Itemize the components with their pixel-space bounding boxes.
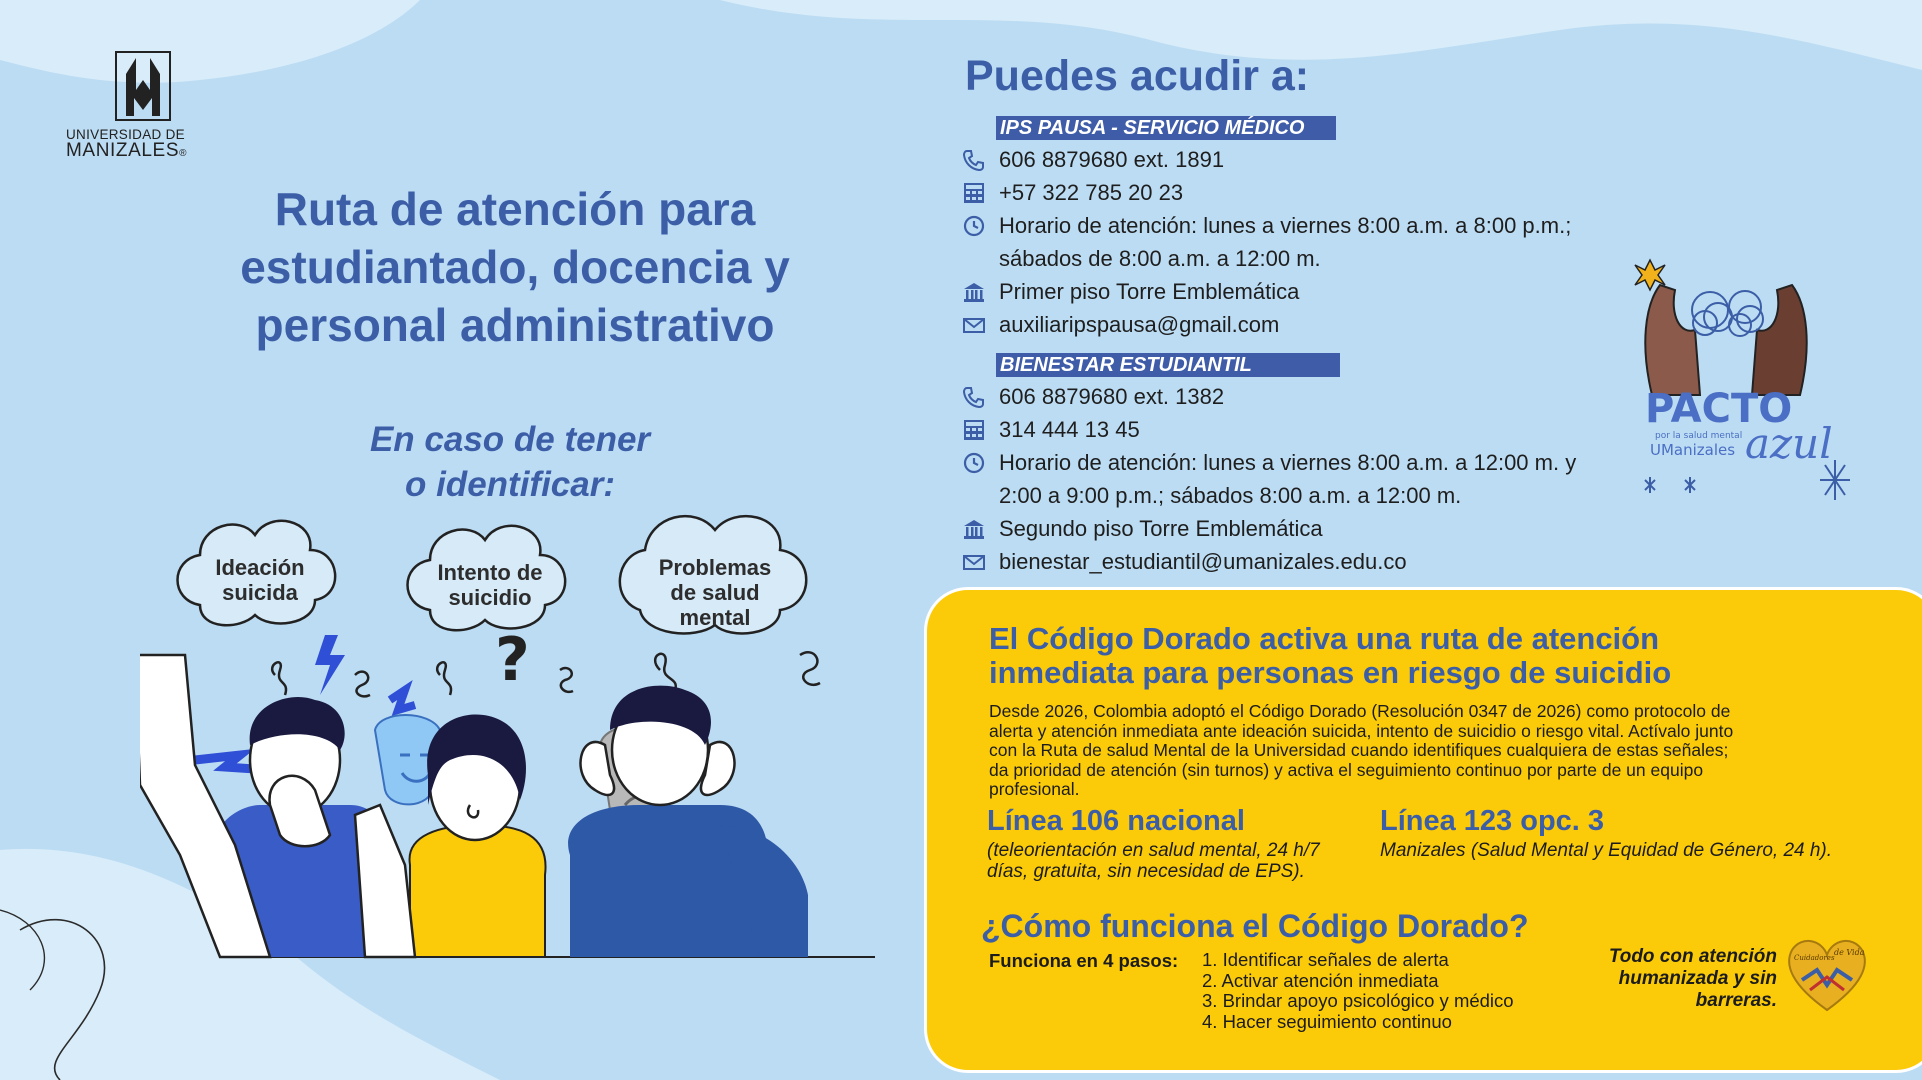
svg-text:de Vida: de Vida <box>1834 948 1865 957</box>
cuidadores-de-vida-heart-icon <box>1782 935 1872 1015</box>
cloud-label-problemas: Problemas de salud mental <box>658 555 772 630</box>
ips-email-text: auxiliaripspausa@gmail.com <box>999 312 1280 337</box>
how-it-works-title: ¿Cómo funciona el Código Dorado? <box>981 908 1529 944</box>
phone-icon <box>962 386 986 408</box>
step-item: 3. Brindar apoyo psicológico y médico <box>1202 990 1514 1011</box>
pacto-tagline: por la salud mental <box>1655 431 1743 441</box>
pacto-org: UManizales <box>1650 441 1736 459</box>
svg-text:Cuidadores: Cuidadores <box>1794 954 1835 962</box>
step-item: 1. Identificar señales de alerta <box>1202 949 1449 970</box>
step-item: 2. Activar atención inmediata <box>1202 969 1439 991</box>
line-123-title[interactable]: Línea 123 opc. 3 <box>1380 805 1605 837</box>
pacto-azul-artwork <box>1600 245 1860 515</box>
ips-hours-text-2: sábados de 8:00 a.m. a 12:00 m. <box>999 246 1321 271</box>
clock-icon <box>962 452 986 474</box>
steps-list <box>1202 950 1514 1032</box>
logo-text-line1: UNIVERSIDAD DE <box>66 127 185 142</box>
codigo-dorado-panel <box>924 587 1922 1073</box>
line-123-description: Manizales (Salud Mental y Equidad de Género, 24 h). <box>1380 840 1833 861</box>
mail-icon <box>962 551 986 573</box>
pacto-azul-logo <box>1600 245 1860 515</box>
codigo-dorado-body: Desde 2026, Colombia adoptó el Código Dorado (Resolución 0347 de 2026) como protocolo de alerta y atención inmediata ante ideación suicida, intento de suicidio o riesgo vital. Actívalo junto con la Ruta de salud Mental de la Universidad cuando identifiques cualquiera de estas señales; da prioridad de atención (sin turnos) y activa el seguimiento continuo por parte de un equipo profesional. <box>989 701 1734 799</box>
codigo-dorado-title: El Código Dorado activa una ruta de atención inmediata para personas en riesgo de suicidio <box>989 621 1672 690</box>
building-icon <box>962 518 986 540</box>
bienestar-email-text: bienestar_estudiantil@umanizales.edu.co <box>999 549 1407 574</box>
step-item: 4. Hacer seguimiento continuo <box>1202 1010 1452 1032</box>
ips-location-text: Primer piso Torre Emblemática <box>999 279 1300 304</box>
page-subtitle: En caso de tener o identificar: <box>369 420 651 504</box>
line-106-title[interactable]: Línea 106 nacional <box>987 805 1245 837</box>
bienestar-location-text: Segundo piso Torre Emblemática <box>999 516 1323 541</box>
bienestar-hours-text-2: 2:00 a 9:00 p.m.; sábados 8:00 a.m. a 12:00 m. <box>999 483 1462 508</box>
calculator-icon <box>962 419 986 441</box>
ips-phone-text: 606 8879680 ext. 1891 <box>999 147 1225 172</box>
section-heading-bienestar: BIENESTAR ESTUDIANTIL <box>996 353 1340 377</box>
ips-mobile-text: +57 322 785 20 23 <box>999 180 1184 205</box>
steps-label: Funciona en 4 pasos: <box>989 950 1179 971</box>
people-illustration <box>140 505 910 960</box>
pacto-word: PACTO <box>1645 386 1793 432</box>
svg-text:?: ? <box>495 625 530 695</box>
calculator-icon <box>962 182 986 204</box>
mail-icon <box>962 314 986 336</box>
closing-statement: Todo con atención humanizada y sin barreras. <box>1608 946 1777 1011</box>
pacto-script: azul <box>1745 419 1833 468</box>
page-title: Ruta de atención para estudiantado, docencia y personal administrativo <box>240 183 790 351</box>
building-icon <box>962 281 986 303</box>
line-106-description: (teleorientación en salud mental, 24 h/7 días, gratuita, sin necesidad de EPS). <box>987 840 1320 882</box>
logo-text-line2: MANIZALES® <box>66 140 188 161</box>
bienestar-phone-text: 606 8879680 ext. 1382 <box>999 384 1225 409</box>
bienestar-hours-text: Horario de atención: lunes a viernes 8:00 a.m. a 12:00 m. y <box>999 450 1577 475</box>
phone-icon <box>962 149 986 171</box>
clock-icon <box>962 215 986 237</box>
cloud-label-ideacion: Ideación suicida <box>215 555 305 605</box>
ips-hours-text: Horario de atención: lunes a viernes 8:00 a.m. a 8:00 p.m.; <box>999 213 1572 238</box>
university-logo-mark-icon <box>112 50 174 122</box>
cloud-label-intento: Intento de suicidio <box>437 560 543 610</box>
section-heading-ips-pausa: IPS PAUSA - SERVICIO MÉDICO <box>996 116 1336 140</box>
bienestar-mobile-text: 314 444 13 45 <box>999 417 1140 442</box>
contact-title: Puedes acudir a: <box>965 52 1310 100</box>
